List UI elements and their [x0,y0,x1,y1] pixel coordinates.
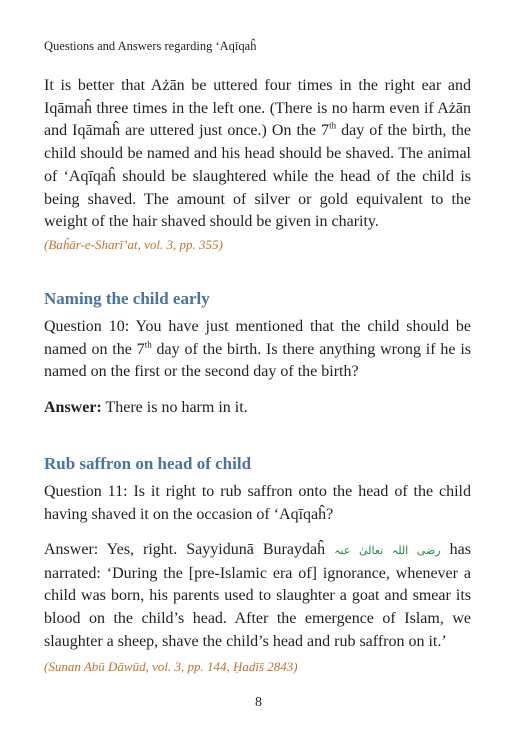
question-11-label: Question 11: [44,483,128,500]
question-10-text-1: You have just mentioned that the child should be named on the 7 [44,318,472,358]
question-11 [44,481,471,526]
answer-11-reference: (Sunan Abū Dāwūd, vol. 3, pp. 144, Ḥadīš 2843) [44,659,298,674]
question-10-label: Question 10: [44,318,130,335]
answer-10-label: Answer: [44,399,102,416]
question-10-text-2: day of the birth. Is there anything wrong if he is named on the first or the second day of the birth? [44,340,471,381]
answer-11 [44,539,471,654]
section-heading-naming: Naming the child early [44,289,210,308]
intro-superscript: th [329,121,337,132]
intro-text-2: day of the birth, the child should be named and his head should be shaved. The animal of ‘Aqīqaĥ should be slaughtered while the head of the child is being shaved. The amount of silver or gold equivalent to the weight of the hair shaved should be given in charity. [44,122,471,231]
page-number: 8 [255,695,262,710]
answer-11-text-2: has narrated: ‘During the [pre-Islamic era of] ignorance, whenever a child was born, his parents used to slaughter a goat and smear its blood on the child’s head. After the emergence of Islam, we slaughter a sheep, shave the child’s head and rub saffron on it.’ [44,541,471,650]
answer-11-label: Answer: [44,541,99,558]
question-10-superscript: th [144,339,152,350]
answer-10 [44,397,471,420]
honorific-inscription: رضی اللہ تعالیٰ عنہ [334,544,441,557]
intro-text-1: It is better that Ażān be uttered four times in the right ear and Iqāmaĥ three times in the left one. (There is no harm even if Ażān and Iqāmaĥ are uttered just once.) On the 7 [44,77,471,140]
intro-reference: (Baĥār-e-Sharī’at, vol. 3, pp. 355) [44,237,223,252]
question-11-text: Is it right to rub saffron onto the head of the child having shaved it on the occasion of ‘Aqīqaĥ? [44,483,472,523]
intro-paragraph [44,75,471,234]
section-heading-saffron: Rub saffron on head of child [44,454,252,473]
running-head: Questions and Answers regarding ‘Aqīqaĥ [44,39,257,53]
answer-11-text-1: Yes, right. Sayyidunā Buraydaĥ [98,541,335,558]
answer-10-text: There is no harm in it. [101,399,248,416]
question-10 [44,316,471,384]
